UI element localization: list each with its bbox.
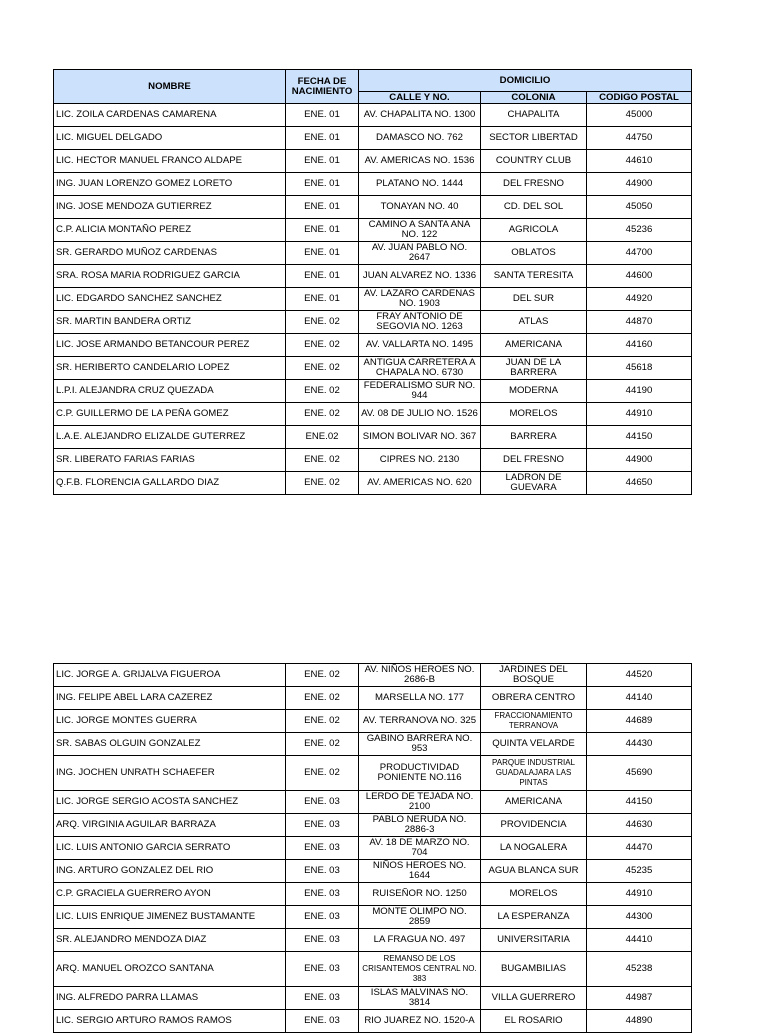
cell-nombre: LIC. JORGE SERGIO ACOSTA SANCHEZ — [54, 791, 286, 814]
table-row — [54, 127, 692, 150]
birthday-table-1 — [53, 69, 692, 495]
cell-fecha: ENE. 01 — [286, 242, 359, 265]
cell-colonia: DEL FRESNO — [481, 449, 587, 472]
cell-fecha: ENE. 02 — [286, 472, 359, 495]
table-row — [54, 219, 692, 242]
cell-cp: 44470 — [587, 837, 692, 860]
cell-fecha: ENE. 03 — [286, 906, 359, 929]
cell-colonia: MORELOS — [481, 403, 587, 426]
cell-colonia: AGRICOLA — [481, 219, 587, 242]
cell-calle: AV. AMERICAS NO. 620 — [359, 472, 481, 495]
cell-nombre: C.P. GRACIELA GUERRERO AYON — [54, 883, 286, 906]
cell-calle: TONAYAN NO. 40 — [359, 196, 481, 219]
cell-nombre: LIC. LUIS ANTONIO GARCIA SERRATO — [54, 837, 286, 860]
cell-fecha: ENE. 03 — [286, 1010, 359, 1033]
cell-cp: 44300 — [587, 906, 692, 929]
cell-cp: 44520 — [587, 664, 692, 687]
cell-nombre: C.P. ALICIA MONTAÑO PEREZ — [54, 219, 286, 242]
cell-cp: 44650 — [587, 472, 692, 495]
cell-fecha: ENE. 03 — [286, 883, 359, 906]
table-row — [54, 756, 692, 791]
cell-colonia: LA NOGALERA — [481, 837, 587, 860]
cell-fecha: ENE. 02 — [286, 334, 359, 357]
cell-cp: 44900 — [587, 173, 692, 196]
cell-calle: MONTE OLIMPO NO. 2859 — [359, 906, 481, 929]
cell-calle: RUISEÑOR NO. 1250 — [359, 883, 481, 906]
cell-calle: GABINO BARRERA NO. 953 — [359, 733, 481, 756]
table-row — [54, 952, 692, 987]
cell-fecha: ENE. 01 — [286, 265, 359, 288]
cell-nombre: SR. LIBERATO FARIAS FARIAS — [54, 449, 286, 472]
cell-nombre: LIC. JORGE A. GRIJALVA FIGUEROA — [54, 664, 286, 687]
cell-cp: 44987 — [587, 987, 692, 1010]
cell-calle: FRAY ANTONIO DE SEGOVIA NO. 1263 — [359, 311, 481, 334]
cell-nombre: LIC. JOSE ARMANDO BETANCOUR PEREZ — [54, 334, 286, 357]
cell-nombre: ING. ARTURO GONZALEZ DEL RIO — [54, 860, 286, 883]
cell-calle: LA FRAGUA NO. 497 — [359, 929, 481, 952]
cell-calle: AV. NIÑOS HEROES NO. 2686-B — [359, 664, 481, 687]
cell-nombre: LIC. SERGIO ARTURO RAMOS RAMOS — [54, 1010, 286, 1033]
cell-calle: RIO JUAREZ NO. 1520-A — [359, 1010, 481, 1033]
table-row — [54, 472, 692, 495]
cell-cp: 44750 — [587, 127, 692, 150]
cell-cp: 45618 — [587, 357, 692, 380]
cell-colonia: BARRERA — [481, 426, 587, 449]
cell-cp: 44900 — [587, 449, 692, 472]
cell-cp: 45050 — [587, 196, 692, 219]
cell-fecha: ENE. 01 — [286, 196, 359, 219]
cell-fecha: ENE. 03 — [286, 837, 359, 860]
cell-cp: 45236 — [587, 219, 692, 242]
cell-cp: 44689 — [587, 710, 692, 733]
cell-fecha: ENE. 02 — [286, 664, 359, 687]
cell-colonia: PARQUE INDUSTRIAL GUADALAJARA LAS PINTAS — [481, 756, 587, 791]
table-row — [54, 860, 692, 883]
cell-calle: JUAN ALVAREZ NO. 1336 — [359, 265, 481, 288]
table-row — [54, 196, 692, 219]
cell-calle: CAMINO A SANTA ANA NO. 122 — [359, 219, 481, 242]
table-row — [54, 1010, 692, 1033]
table-row — [54, 150, 692, 173]
table-row — [54, 733, 692, 756]
cell-colonia: SANTA TERESITA — [481, 265, 587, 288]
cell-fecha: ENE. 01 — [286, 173, 359, 196]
cell-nombre: SR. MARTIN BANDERA ORTIZ — [54, 311, 286, 334]
table-row — [54, 311, 692, 334]
cell-cp: 45690 — [587, 756, 692, 791]
table-row — [54, 987, 692, 1010]
table-row — [54, 906, 692, 929]
cell-fecha: ENE. 02 — [286, 311, 359, 334]
cell-cp: 44150 — [587, 426, 692, 449]
cell-calle: ISLAS MALVINAS NO. 3814 — [359, 987, 481, 1010]
cell-fecha: ENE. 01 — [286, 288, 359, 311]
cell-nombre: C.P. GUILLERMO DE LA PEÑA GOMEZ — [54, 403, 286, 426]
cell-colonia: AMERICANA — [481, 791, 587, 814]
cell-cp: 45238 — [587, 952, 692, 987]
cell-calle: PLATANO NO. 1444 — [359, 173, 481, 196]
cell-calle: AV. AMERICAS NO. 1536 — [359, 150, 481, 173]
cell-colonia: CHAPALITA — [481, 104, 587, 127]
cell-cp: 44630 — [587, 814, 692, 837]
cell-fecha: ENE. 02 — [286, 357, 359, 380]
cell-nombre: ING. JOCHEN UNRATH SCHAEFER — [54, 756, 286, 791]
cell-cp: 44910 — [587, 883, 692, 906]
cell-colonia: OBRERA CENTRO — [481, 687, 587, 710]
header-domicilio: DOMICILIO — [359, 70, 692, 92]
cell-colonia: QUINTA VELARDE — [481, 733, 587, 756]
header-colonia: COLONIA — [481, 92, 587, 104]
cell-nombre: ING. ALFREDO PARRA LLAMAS — [54, 987, 286, 1010]
cell-nombre: L.P.I. ALEJANDRA CRUZ QUEZADA — [54, 380, 286, 403]
cell-cp: 44140 — [587, 687, 692, 710]
table-row — [54, 791, 692, 814]
cell-nombre: ARQ. MANUEL OROZCO SANTANA — [54, 952, 286, 987]
cell-nombre: Q.F.B. FLORENCIA GALLARDO DIAZ — [54, 472, 286, 495]
cell-calle: LERDO DE TEJADA NO. 2100 — [359, 791, 481, 814]
cell-nombre: ARQ. VIRGINIA AGUILAR BARRAZA — [54, 814, 286, 837]
cell-colonia: BUGAMBILIAS — [481, 952, 587, 987]
cell-calle: CIPRES NO. 2130 — [359, 449, 481, 472]
cell-nombre: LIC. JORGE MONTES GUERRA — [54, 710, 286, 733]
cell-colonia: MODERNA — [481, 380, 587, 403]
cell-cp: 44160 — [587, 334, 692, 357]
cell-nombre: LIC. MIGUEL DELGADO — [54, 127, 286, 150]
cell-colonia: COUNTRY CLUB — [481, 150, 587, 173]
table-row — [54, 380, 692, 403]
cell-nombre: ING. JUAN LORENZO GOMEZ LORETO — [54, 173, 286, 196]
table-2-body — [54, 664, 692, 1033]
table-row — [54, 426, 692, 449]
cell-calle: AV. TERRANOVA NO. 325 — [359, 710, 481, 733]
table-row — [54, 334, 692, 357]
cell-cp: 44890 — [587, 1010, 692, 1033]
cell-fecha: ENE. 03 — [286, 814, 359, 837]
cell-cp: 44910 — [587, 403, 692, 426]
cell-fecha: ENE. 02 — [286, 403, 359, 426]
cell-colonia: DEL SUR — [481, 288, 587, 311]
cell-nombre: SRA. ROSA MARIA RODRIGUEZ GARCIA — [54, 265, 286, 288]
cell-nombre: LIC. EDGARDO SANCHEZ SANCHEZ — [54, 288, 286, 311]
cell-colonia: FRACCIONAMIENTO TERRANOVA — [481, 710, 587, 733]
table-row — [54, 403, 692, 426]
cell-colonia: LADRON DE GUEVARA — [481, 472, 587, 495]
cell-colonia: MORELOS — [481, 883, 587, 906]
cell-fecha: ENE. 03 — [286, 987, 359, 1010]
cell-nombre: ING. FELIPE ABEL LARA CAZEREZ — [54, 687, 286, 710]
cell-nombre: SR. HERIBERTO CANDELARIO LOPEZ — [54, 357, 286, 380]
cell-nombre: L.A.E. ALEJANDRO ELIZALDE GUTERREZ — [54, 426, 286, 449]
cell-fecha: ENE. 02 — [286, 733, 359, 756]
cell-fecha: ENE. 03 — [286, 952, 359, 987]
table-row — [54, 883, 692, 906]
cell-nombre: SR. ALEJANDRO MENDOZA DIAZ — [54, 929, 286, 952]
cell-calle: REMANSO DE LOS CRISANTEMOS CENTRAL NO. 383 — [359, 952, 481, 987]
cell-fecha: ENE. 03 — [286, 860, 359, 883]
cell-cp: 45000 — [587, 104, 692, 127]
cell-fecha: ENE. 01 — [286, 104, 359, 127]
cell-nombre: SR. SABAS OLGUIN GONZALEZ — [54, 733, 286, 756]
cell-cp: 44600 — [587, 265, 692, 288]
table-row — [54, 814, 692, 837]
cell-fecha: ENE. 01 — [286, 127, 359, 150]
cell-cp: 44190 — [587, 380, 692, 403]
cell-colonia: PROVIDENCIA — [481, 814, 587, 837]
cell-colonia: VILLA GUERRERO — [481, 987, 587, 1010]
table-row — [54, 357, 692, 380]
cell-fecha: ENE. 02 — [286, 449, 359, 472]
table-row — [54, 687, 692, 710]
cell-nombre: LIC. HECTOR MANUEL FRANCO ALDAPE — [54, 150, 286, 173]
cell-calle: AV. 08 DE JULIO NO. 1526 — [359, 403, 481, 426]
cell-colonia: OBLATOS — [481, 242, 587, 265]
cell-calle: AV. VALLARTA NO. 1495 — [359, 334, 481, 357]
cell-colonia: SECTOR LIBERTAD — [481, 127, 587, 150]
table-row — [54, 664, 692, 687]
cell-calle: MARSELLA NO. 177 — [359, 687, 481, 710]
cell-fecha: ENE. 02 — [286, 710, 359, 733]
cell-fecha: ENE. 02 — [286, 687, 359, 710]
table-row — [54, 837, 692, 860]
cell-calle: FEDERALISMO SUR NO. 944 — [359, 380, 481, 403]
header-fecha: FECHA DE NACIMIENTO — [286, 70, 359, 104]
table-row — [54, 242, 692, 265]
cell-fecha: ENE. 03 — [286, 929, 359, 952]
table-row — [54, 265, 692, 288]
cell-calle: AV. 18 DE MARZO NO. 704 — [359, 837, 481, 860]
cell-cp: 44410 — [587, 929, 692, 952]
header-calle: CALLE Y NO. — [359, 92, 481, 104]
cell-cp: 44610 — [587, 150, 692, 173]
cell-cp: 44430 — [587, 733, 692, 756]
cell-cp: 45235 — [587, 860, 692, 883]
cell-fecha: ENE. 03 — [286, 791, 359, 814]
cell-nombre: LIC. ZOILA CARDENAS CAMARENA — [54, 104, 286, 127]
cell-calle: SIMON BOLIVAR NO. 367 — [359, 426, 481, 449]
cell-colonia: JUAN DE LA BARRERA — [481, 357, 587, 380]
cell-calle: AV. CHAPALITA NO. 1300 — [359, 104, 481, 127]
cell-colonia: LA ESPERANZA — [481, 906, 587, 929]
cell-nombre: ING. JOSE MENDOZA GUTIERREZ — [54, 196, 286, 219]
cell-fecha: ENE. 02 — [286, 380, 359, 403]
cell-calle: NIÑOS HEROES NO. 1644 — [359, 860, 481, 883]
cell-cp: 44700 — [587, 242, 692, 265]
cell-colonia: EL ROSARIO — [481, 1010, 587, 1033]
cell-colonia: UNIVERSITARIA — [481, 929, 587, 952]
cell-colonia: CD. DEL SOL — [481, 196, 587, 219]
header-cp: CODIGO POSTAL — [587, 92, 692, 104]
cell-fecha: ENE.02 — [286, 426, 359, 449]
cell-fecha: ENE. 02 — [286, 756, 359, 791]
cell-colonia: AGUA BLANCA SUR — [481, 860, 587, 883]
table-row — [54, 929, 692, 952]
cell-calle: DAMASCO NO. 762 — [359, 127, 481, 150]
table-1-body — [54, 104, 692, 495]
cell-calle: ANTIGUA CARRETERA A CHAPALA NO. 6730 — [359, 357, 481, 380]
birthday-table-2 — [53, 663, 692, 1033]
table-row — [54, 104, 692, 127]
cell-calle: PRODUCTIVIDAD PONIENTE NO.116 — [359, 756, 481, 791]
cell-cp: 44920 — [587, 288, 692, 311]
header-nombre: NOMBRE — [54, 70, 286, 104]
table-row — [54, 288, 692, 311]
cell-fecha: ENE. 01 — [286, 219, 359, 242]
cell-calle: PABLO NERUDA NO. 2886-3 — [359, 814, 481, 837]
cell-colonia: DEL FRESNO — [481, 173, 587, 196]
cell-colonia: AMERICANA — [481, 334, 587, 357]
cell-cp: 44150 — [587, 791, 692, 814]
cell-nombre: LIC. LUIS ENRIQUE JIMENEZ BUSTAMANTE — [54, 906, 286, 929]
table-row — [54, 710, 692, 733]
cell-colonia: ATLAS — [481, 311, 587, 334]
cell-fecha: ENE. 01 — [286, 150, 359, 173]
cell-calle: AV. JUAN PABLO NO. 2647 — [359, 242, 481, 265]
cell-cp: 44870 — [587, 311, 692, 334]
cell-calle: AV. LAZARO CARDENAS NO. 1903 — [359, 288, 481, 311]
table-row — [54, 449, 692, 472]
cell-nombre: SR. GERARDO MUÑOZ CARDENAS — [54, 242, 286, 265]
table-row — [54, 173, 692, 196]
cell-colonia: JARDINES DEL BOSQUE — [481, 664, 587, 687]
